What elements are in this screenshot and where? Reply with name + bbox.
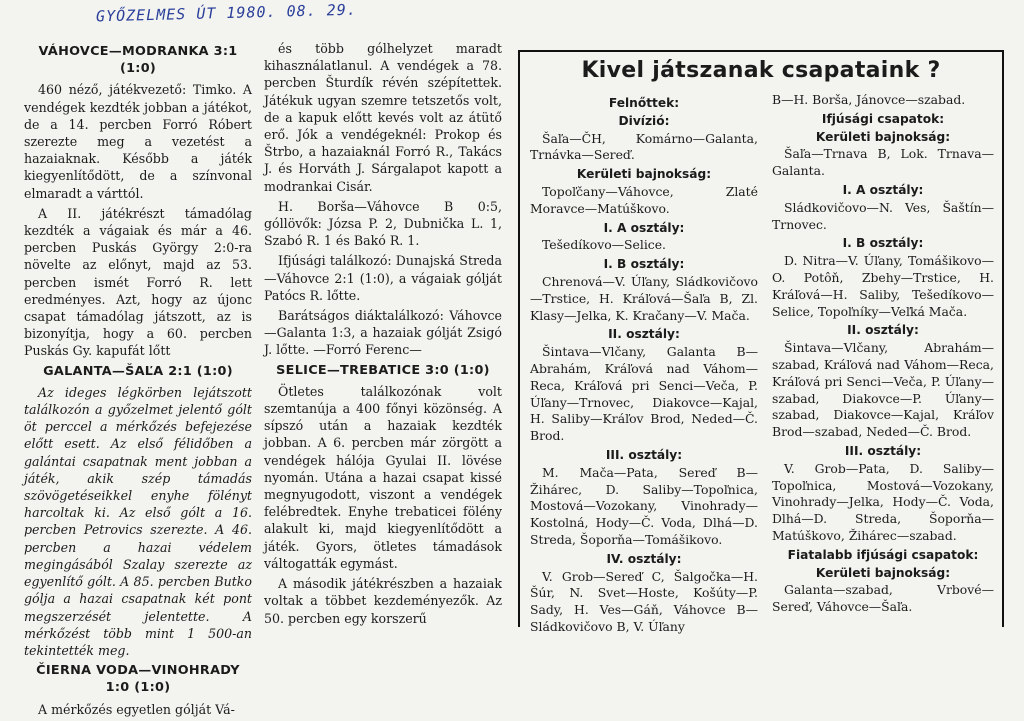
league-heading: III. osztály: xyxy=(605,447,683,462)
league-heading: Felnőttek: xyxy=(608,96,680,110)
fixture-list: Šaľa—Trnava B, Lok. Trnava—Galanta. xyxy=(772,146,994,179)
article-paragraph: 460 néző, játékvezető: Timko. A vendégek kezdték jobban a játékot, de a 14. percben Forró Róbert szerezte meg a vezetést a hazaiaknak. Később a játék kiegyenlítődött, de a színvonal elmaradt a várttól. xyxy=(24,82,252,201)
match-heading: VÁHOVCE—MODRANKA 3:1 (1:0) xyxy=(38,44,238,77)
article-column-1 xyxy=(24,40,252,721)
fixture-list: V. Grob—Pata, D. Saliby—Topoľnica, Mostová—Vozokany, Vinohrady—Jelka, Hody—Č. Voda, Dlhá—D. Streda, Šoporňa—Matúškovo, Žihárec—szabad. xyxy=(772,460,994,543)
article-paragraph: Ifjúsági találkozó: Dunajská Streda—Váhovce 2:1 (1:0), a vágaiak gólját Patócs R. lőtte. xyxy=(264,253,502,303)
article-paragraph: A második játékrészben a hazaiak voltak a többet kezdeményezők. Az 50. percben egy korszerű xyxy=(264,576,502,626)
article-paragraph: A mérkőzés egyetlen gólját Vá- xyxy=(38,701,235,717)
league-heading: Divízió: xyxy=(618,113,670,128)
league-heading: Kerületi bajnokság: xyxy=(576,167,712,182)
article-paragraph: Barátságos diáktalálkozó: Váhovce—Galanta 1:3, a hazaiak gólját Zsigó J. lőtte. —Forró Ferenc— xyxy=(264,308,502,358)
league-heading: IV. osztály: xyxy=(606,551,682,566)
league-heading: I. A osztály: xyxy=(603,220,685,235)
league-heading: II. osztály: xyxy=(608,327,680,342)
fixture-list: Sládkovičovo—N. Ves, Šaštín—Trnovec. xyxy=(772,199,994,232)
fixture-list: Šintava—Vlčany, Galanta B—Abrahám, Kráľová nad Váhom—Reca, Kráľová pri Senci—Veča, P. Úľany—Trnovec, Diakovce—Kajal, H. Saliby—Kráľov Brod, Neded—Č. Brod. xyxy=(530,344,758,444)
fixture-list: M. Mača—Pata, Sereď B—Žihárec, D. Saliby—Topoľnica, Mostová—Vozokany, Vinohrady—Kostolná, Hody—Č. Voda, Dlhá—D. Streda, Šoporňa—Tomášikovo. xyxy=(530,464,758,547)
fixtures-title: Kivel játszanak csapataink ? xyxy=(581,58,941,83)
fixtures-column-2 xyxy=(772,92,994,618)
fixture-list: D. Nitra—V. Úľany, Tomášikovo—O. Potôň, Zbehy—Trstice, H. Kráľová—H. Saliby, Tešedíkovo—Selice, Topoľníky—Veľká Mača. xyxy=(772,253,994,319)
match-heading: ČIERNA VODA—VINOHRADY 1:0 (1:0) xyxy=(36,663,240,696)
fixture-list: V. Grob—Sereď C, Šalgočka—H. Šúr, N. Svet—Hoste, Košúty—P. Sady, H. Ves—Gáň, Váhovce B—Sládkovičovo B, V. Úľany xyxy=(530,568,758,634)
league-heading: Ifjúsági csapatok: xyxy=(821,111,945,126)
league-heading: III. osztály: xyxy=(844,443,922,458)
article-paragraph: és több gólhelyzet maradt kihasználatlanul. A vendégek a 78. percben Šturdík révén szépítettek. Játékuk ugyan szemre tetszetős volt, de a kapuk előtt kevés volt az átütő erő. Jók a vendégeknél: Prokop és Štrbo, a hazaiaknál Forró R., Takács J. és Horváth J. Sárgalapot kapott a modrankai Cisár. xyxy=(264,41,502,194)
match-heading: SELICE—TREBATICE 3:0 (1:0) xyxy=(276,362,490,378)
league-heading: I. B osztály: xyxy=(842,236,924,251)
article-paragraph: A II. játékrészt támadólag kezdték a vágaiak és már a 46. percben Puskás György 2:0-ra növelte az előnyt, majd az 53. percben ismét Forró R. lett eredményes. Azt, hogy az újonc csapat támadólag játszott, az is bizonyítja, hogy a 60. percben Puskás Gy. kapufát lőtt xyxy=(24,205,252,359)
league-heading: Fiatalabb ifjúsági csapatok: xyxy=(787,547,979,562)
fixtures-box xyxy=(518,50,1004,634)
article-paragraph: Ötletes találkozónak volt szemtanúja a 400 főnyi közönség. A sípszó után a hazaiak kezdték jobban. A 6. percben már zörgött a vendégek hálója Gyulai II. lövése nyomán. Utána a hazai csapat kissé megnyugodott, viszont a vendégek felébredtek. Enyhe trebaticei fölény alakult ki, majd kiegyenlítődött a játék. Gyors, ötletes támadások váltogatták egymást. xyxy=(264,383,502,571)
fixture-list: B—H. Borša, Jánovce—szabad. xyxy=(772,92,966,107)
fixture-list: Tešedíkovo—Selice. xyxy=(542,237,666,253)
article-column-2 xyxy=(264,40,502,630)
fixture-list: Topoľčany—Váhovce, Zlaté Moravce—Matúškovo. xyxy=(530,183,758,216)
league-heading: I. B osztály: xyxy=(603,257,685,272)
league-heading: Kerületi bajnokság: xyxy=(815,129,951,144)
fixture-list: Chrenová—V. Úľany, Sládkovičovo—Trstice, H. Kráľová—Šaľa B, Zl. Klasy—Jelka, K. Kračany—V. Mača. xyxy=(530,273,758,323)
league-heading: II. osztály: xyxy=(847,323,919,338)
league-heading: Kerületi bajnokság: xyxy=(815,565,951,580)
fixture-list: Šintava—Vlčany, Abrahám—szabad, Kráľová nad Váhom—Reca, Kráľová pri Senci—Veča, P. Úľany—szabad, Diakovce—P. Úľany—szabad, Diakovce—Kajal, Kráľov Brod—szabad, Neded—Č. Brod. xyxy=(772,340,994,440)
article-paragraph: H. Borša—Váhovce B 0:5, góllövők: Józsa P. 2, Dubnička L. 1, Szabó R. 1 és Bakó R. 1. xyxy=(264,198,502,249)
handwritten-date-note: GYŐZELMES ÚT 1980. 08. 29. xyxy=(95,0,358,26)
league-heading: I. A osztály: xyxy=(842,182,924,197)
article-paragraph: Az ideges légkörben lejátszott találkozón a győzelmet jelentő gólt öt perccel a mérkőzés befejezése előtt esett. Az első félidőben a galántai csapatnak ment jobban a játék, akik szép támadás szövögetéseikkel enyhe fölényt harcoltak ki. Az első gólt a 16. percben Petrovics szerezte. A 46. percben a hazai védelem megingásából Szalay szerezte az egyenlítő gólt. A 85. percben Butko gólja a hazai csapatnak két pont megszerzését jelentette. A mérkőzést több mint 1 500-an tekintették meg. xyxy=(24,384,252,658)
fixture-list: Galanta—szabad, Vrbové—Sereď, Váhovce—Šaľa. xyxy=(772,582,994,615)
fixture-list: Šaľa—ČH, Komárno—Galanta, Trnávka—Sereď. xyxy=(530,130,758,163)
fixtures-column-1 xyxy=(530,94,758,638)
match-heading: GALANTA—ŠAĽA 2:1 (1:0) xyxy=(43,363,233,379)
